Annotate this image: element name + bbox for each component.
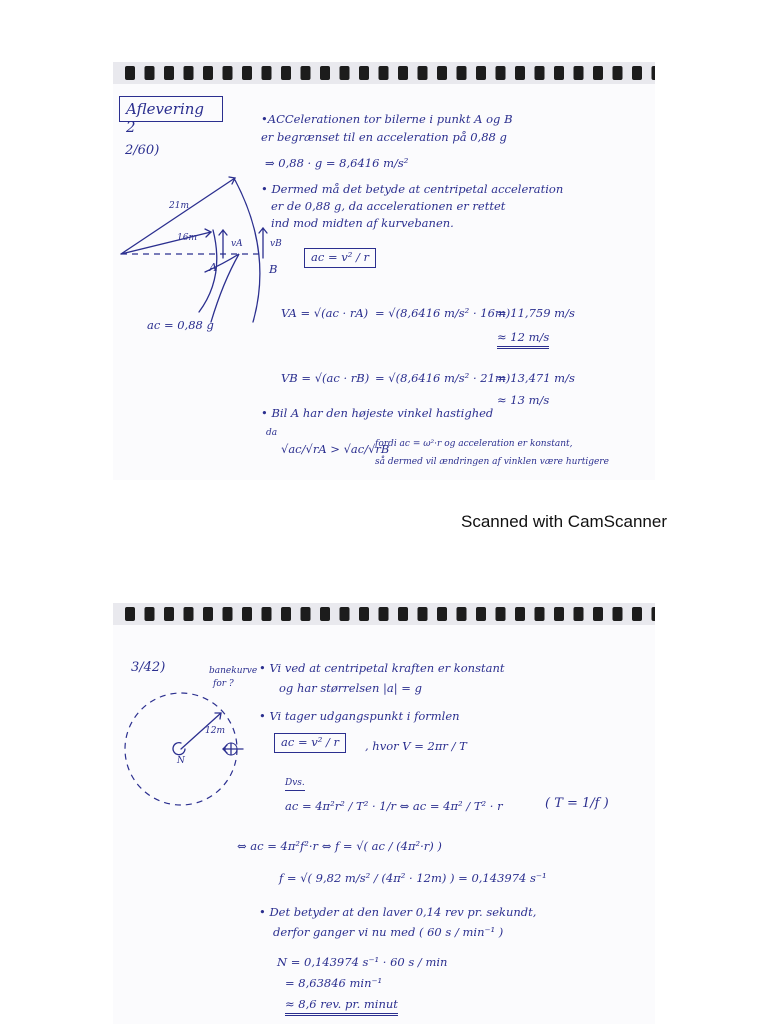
binding-ring: [457, 607, 467, 621]
problem-number: 2/60): [125, 143, 160, 158]
binding-ring: [242, 66, 252, 80]
binding-ring: [320, 66, 330, 80]
equation-va-numbers: = √(8,6416 m/s² · 16m): [375, 306, 511, 320]
binding-ring: [457, 66, 467, 80]
radius-label-21m: 21m: [169, 201, 189, 211]
binding-ring: [574, 607, 584, 621]
binding-ring: [398, 607, 408, 621]
binding-ring: [535, 66, 545, 80]
point-label-b: B: [269, 262, 278, 276]
ratio-comparison: √ac/√rA > √ac/√rB: [281, 442, 390, 456]
radius-label-12m: 12m: [205, 726, 225, 736]
binding-ring: [359, 607, 369, 621]
binding-ring: [301, 607, 311, 621]
binding-ring: [145, 607, 155, 621]
binding-ring: [632, 607, 642, 621]
binding-ring: [223, 607, 233, 621]
circle-diagram: [123, 683, 253, 813]
binding-ring: [164, 607, 174, 621]
margin-note: banekurve: [209, 666, 258, 676]
binding-ring: [593, 607, 603, 621]
binding-ring: [203, 607, 213, 621]
binding-ring: [164, 66, 174, 80]
binding-ring: [437, 607, 447, 621]
binding-ring: [613, 607, 623, 621]
text-line: • Vi tager udgangspunkt i formlen: [259, 709, 460, 723]
notebook-page-2: [113, 603, 655, 1024]
binding-ring: [632, 66, 642, 80]
equation-vb-rounded: ≈ 13 m/s: [497, 393, 550, 407]
binding-ring: [125, 66, 135, 80]
equation-1: ac = 4π²r² / T² · 1/r ⇔ ac = 4π² / T² · r: [285, 799, 503, 813]
frequency-result: f = √( 9,82 m/s² / (4π² · 12m) ) = 0,143974 s⁻¹: [279, 871, 547, 885]
equation-2: ⇔ ac = 4π²f²·r ⇔ f = √( ac / (4π²·r) ): [237, 839, 442, 853]
binding-ring: [515, 66, 525, 80]
text-line: fordi ac = ω²·r og acceleration er konstant,: [375, 439, 573, 449]
binding-ring: [398, 66, 408, 80]
velocity-definition: , hvor V = 2πr / T: [365, 739, 467, 753]
velocity-label-a: vA: [231, 239, 243, 249]
binding-ring: [652, 607, 656, 621]
equation-vb: VB = √(ac · rB): [281, 371, 370, 385]
binding-ring: [379, 607, 389, 621]
binding-ring: [496, 66, 506, 80]
rev-rounded: ≈ 8,6 rev. pr. minut: [285, 999, 398, 1016]
binding-ring: [476, 607, 486, 621]
binding-ring: [320, 607, 330, 621]
binding-ring: [437, 66, 447, 80]
equation-va-result: = 11,759 m/s: [497, 306, 575, 320]
binding-ring: [145, 66, 155, 80]
text-line: • Vi ved at centripetal kraften er konstant: [259, 661, 505, 675]
rev-equation: N = 0,143974 s⁻¹ · 60 s / min: [277, 955, 448, 969]
binding-ring: [476, 66, 486, 80]
formula-box: ac = v² / r: [274, 733, 346, 753]
camscanner-watermark: Scanned with CamScanner: [461, 512, 668, 531]
normal-label: N: [177, 756, 185, 766]
text-line: • Det betyder at den laver 0,14 rev pr. sekundt,: [259, 905, 537, 919]
text-line: ⇒ 0,88 · g = 8,6416 m/s²: [265, 156, 409, 170]
binding-ring: [652, 66, 656, 80]
text-line: derfor ganger vi nu med ( 60 s / min⁻¹ ): [273, 925, 504, 939]
curve-diagram: [113, 172, 283, 342]
binding-ring: [125, 607, 135, 621]
binding-ring: [281, 66, 291, 80]
binding-ring: [184, 66, 194, 80]
binding-ring: [340, 66, 350, 80]
spiral-binding: [113, 62, 655, 92]
text-line: • Dermed må det betyde at centripetal acceleration: [261, 182, 564, 196]
binding-ring: [340, 607, 350, 621]
text-line: og har størrelsen |a| = g: [279, 681, 422, 695]
binding-ring: [379, 66, 389, 80]
binding-ring: [554, 607, 564, 621]
binding-ring: [359, 66, 369, 80]
notebook-page-1: [113, 62, 655, 480]
text-line: • Bil A har den højeste vinkel hastighed: [261, 406, 494, 420]
margin-note: for ?: [213, 679, 234, 689]
text-line: er begrænset til en acceleration på 0,88 g: [261, 130, 507, 144]
text-line: er de 0,88 g, da accelerationen er rettet: [271, 199, 506, 213]
binding-ring: [184, 607, 194, 621]
equation-va: VA = √(ac · rA): [281, 306, 369, 320]
binding-ring: [496, 607, 506, 621]
formula-box: ac = v² / r: [304, 248, 376, 268]
radius-label-16m: 16m: [177, 233, 197, 243]
binding-ring: [262, 66, 272, 80]
binding-ring: [418, 66, 428, 80]
binding-ring: [593, 66, 603, 80]
binding-ring: [613, 66, 623, 80]
binding-ring: [242, 607, 252, 621]
text-line: ind mod midten af kurvebanen.: [271, 216, 454, 230]
binding-ring: [418, 607, 428, 621]
binding-ring: [554, 66, 564, 80]
binding-ring: [262, 607, 272, 621]
text-line: da: [266, 428, 278, 438]
equation-vb-result: = 13,471 m/s: [497, 371, 575, 385]
velocity-label-b: vB: [270, 239, 282, 249]
acceleration-label: ac = 0,88 g: [147, 318, 214, 332]
binding-ring: [301, 66, 311, 80]
binding-ring: [223, 66, 233, 80]
period-relation: ( T = 1/f ): [545, 796, 609, 811]
point-label-a: A: [209, 260, 218, 274]
spiral-binding: [113, 603, 655, 633]
equation-va-rounded: ≈ 12 m/s: [497, 332, 549, 349]
binding-ring: [574, 66, 584, 80]
binding-ring: [515, 607, 525, 621]
assignment-heading: Aflevering 2: [119, 96, 223, 122]
binding-ring: [535, 607, 545, 621]
binding-ring: [281, 607, 291, 621]
dvs-label: Dvs.: [285, 779, 305, 791]
text-line: •ACCelerationen tor bilerne i punkt A og B: [261, 112, 513, 126]
binding-ring: [203, 66, 213, 80]
equation-vb-numbers: = √(8,6416 m/s² · 21m): [375, 371, 511, 385]
rev-result: = 8,63846 min⁻¹: [285, 976, 383, 990]
text-line: så dermed vil ændringen af vinklen være hurtigere: [375, 457, 609, 467]
problem-number: 3/42): [131, 660, 166, 675]
